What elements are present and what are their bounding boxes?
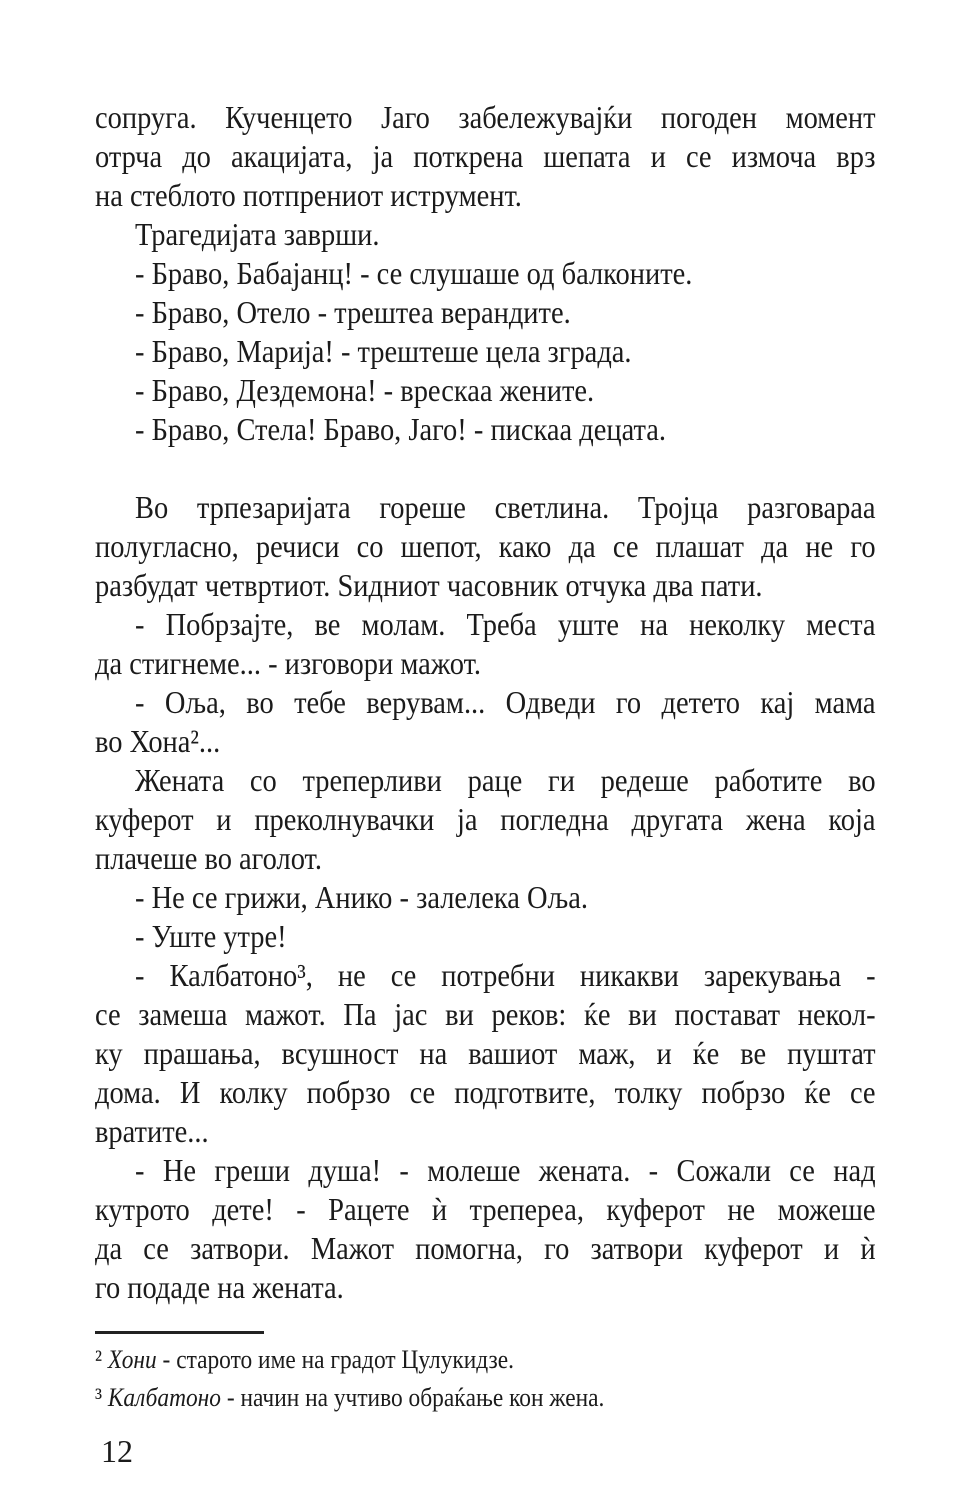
text-line: - Браво, Бабајанц! - се слушаше од балконите. bbox=[135, 255, 693, 291]
text-line: Трагедијата заврши. bbox=[135, 216, 380, 252]
text-line: - Браво, Отело - трештеа верандите. bbox=[135, 294, 571, 330]
footnote-term: Хони bbox=[107, 1345, 157, 1374]
footnote-text: - начин на учтиво обраќање кон жена. bbox=[220, 1383, 605, 1412]
text-line: ку прашања, всушност на вашиот маж, и ќе ве пуштат bbox=[95, 1035, 876, 1071]
text-line: да се затвори. Мажот помогна, го затвори куферот и ѝ bbox=[95, 1230, 876, 1266]
text-line: куферот и преколнувачки ја погледна другата жена која bbox=[95, 801, 876, 837]
text-line: - Браво, Стела! Браво, Јаго! - пискаа децата. bbox=[135, 411, 667, 447]
text-line: - Калбатоно³, не се потребни никакви зарекувања - bbox=[135, 957, 876, 993]
text-line: на стеблото потпрениот иструмент. bbox=[95, 177, 522, 213]
footnote bbox=[95, 1379, 869, 1417]
page-number: 12 bbox=[101, 1433, 133, 1469]
text-line: во Хона²... bbox=[95, 723, 221, 759]
footnote-marker: ² bbox=[95, 1345, 103, 1374]
text-line: - Побрзајте, ве молам. Треба уште на неколку места bbox=[135, 606, 876, 642]
blank-line bbox=[95, 449, 876, 488]
text-line: се замеша мажот. Па јас ви реков: ќе ви постават некол- bbox=[95, 996, 876, 1032]
text-line: - Уште утре! bbox=[135, 918, 287, 954]
page-text bbox=[95, 98, 876, 1307]
text-line: - Не греши душа! - молеше жената. - Сожали се над bbox=[135, 1152, 876, 1188]
text-line: Во трпезаријата гореше светлина. Тројца разговараа bbox=[135, 489, 876, 525]
text-line: полугласно, речиси со шепот, како да се плашат да не го bbox=[95, 528, 876, 564]
footnotes bbox=[95, 1341, 869, 1417]
text-line: отрча до акацијата, ја поткрена шепата и се измоча врз bbox=[95, 138, 876, 174]
footnote-term: Калбатоно bbox=[107, 1383, 221, 1412]
text-line: вратите... bbox=[95, 1113, 209, 1149]
text-line: разбудат четвртиот. Ѕидниот часовник отчука два пати. bbox=[95, 567, 763, 603]
footnote-divider bbox=[95, 1331, 264, 1334]
text-line: - Браво, Дездемона! - врескаа жените. bbox=[135, 372, 595, 408]
text-line: плачеше во аголот. bbox=[95, 840, 322, 876]
text-line: кутрото дете! - Рацете ѝ трепереа, куферот не можеше bbox=[95, 1191, 876, 1227]
text-line: да стигнеме... - изговори мажот. bbox=[95, 645, 481, 681]
text-line: Жената со треперливи раце ги редеше работите во bbox=[135, 762, 876, 798]
text-line: го подаде на жената. bbox=[95, 1269, 344, 1305]
text-line: - Оља, во тебе верувам... Одведи го детето кај мама bbox=[135, 684, 876, 720]
text-line: дома. И колку побрзо се подготвите, толку побрзо ќе се bbox=[95, 1074, 876, 1110]
text-line: - Браво, Марија! - трештеше цела зграда. bbox=[135, 333, 632, 369]
footnote bbox=[95, 1341, 869, 1379]
footnote-text: - старото име на градот Цулукидзе. bbox=[156, 1345, 514, 1374]
footnote-marker: ³ bbox=[95, 1383, 103, 1412]
text-line: - Не се грижи, Анико - залелека Оља. bbox=[135, 879, 588, 915]
text-line: сопруга. Кученцето Јаго забележувајќи погоден момент bbox=[95, 99, 876, 135]
